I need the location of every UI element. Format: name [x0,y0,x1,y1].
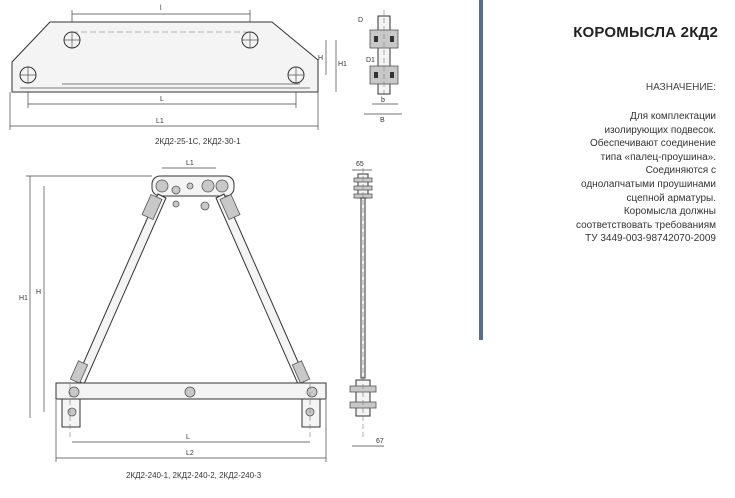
page-title: КОРОМЫСЛА 2КД2 [573,24,718,41]
dim-bottom-H1: H1 [19,295,28,302]
dim-B: B [380,117,385,124]
dim-b: b [381,97,385,104]
dim-bottom-L2: L2 [186,450,194,457]
description-line: соответствовать требованиям [576,219,716,231]
dim-D: D [358,17,364,24]
dim-L: L [160,96,164,103]
yoke-side-view [358,10,402,124]
dim-H1: H1 [338,61,347,68]
dim-l: l [160,5,162,12]
yoke-front-view [10,5,347,146]
description [516,110,716,246]
drawing2-caption: 2КД2-240-1, 2КД2-240-2, 2КД2-240-3 [126,471,262,480]
dim-L1: L1 [156,118,164,125]
dim-D1: D1 [366,57,375,64]
dim-bottom-L: L [186,434,190,441]
description-line: Коромысла должны [623,206,716,218]
description-line: ТУ 3449-003-98742070-2009 [585,233,716,245]
info-panel [490,0,730,340]
dim-H: H [318,55,324,62]
aframe-yoke-side-view [350,161,384,446]
description-line: изолирующих подвесок. [604,124,716,136]
description-line: Соединяются с [645,165,716,177]
description-line: Для комплектации [630,111,716,122]
dim-bottom-L1: L1 [186,160,194,167]
dim-67: 67 [376,438,384,445]
dim-65: 65 [356,161,364,168]
aframe-yoke-front-view [19,160,326,480]
description-line: однолапчатыми проушинами [581,178,716,190]
description-line: типа «палец-проушина». [600,151,716,163]
drawing1-caption: 2КД2-25-1С, 2КД2-30-1 [155,137,241,146]
description-line: Обеспечивают соединение [590,138,716,150]
accent-divider [479,0,483,340]
description-line: сцепной арматуры. [626,192,716,204]
dim-bottom-H: H [36,289,42,296]
section-label: НАЗНАЧЕНИЕ: [645,82,716,93]
